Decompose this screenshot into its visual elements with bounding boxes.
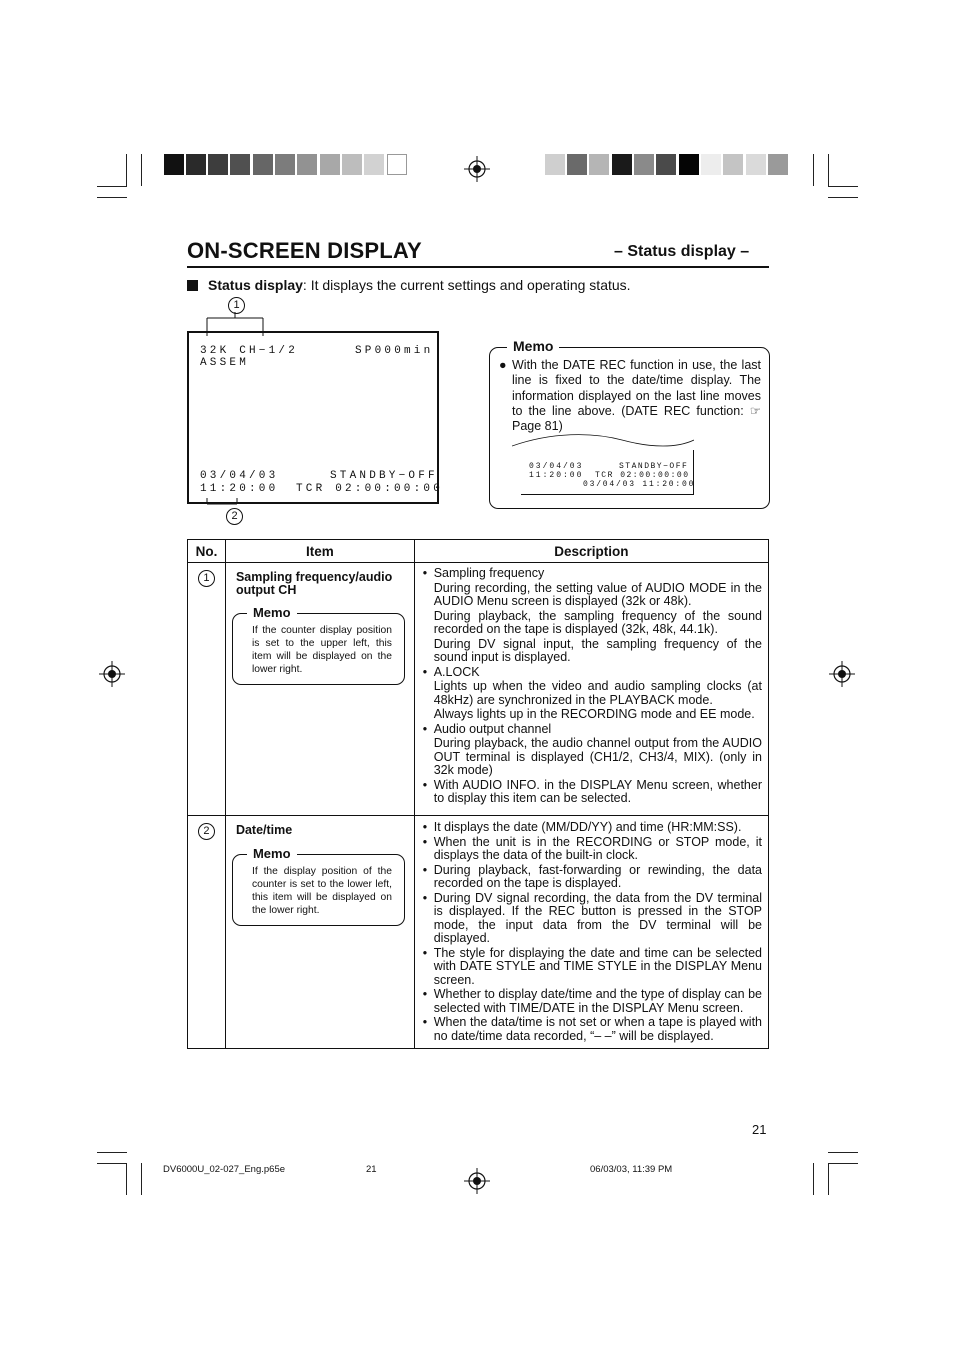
header-item: Item <box>225 540 414 563</box>
osd-timecode: TCR 02:00:00:00 <box>296 483 444 495</box>
status-table <box>187 539 769 1049</box>
memo-mini-screen <box>521 450 694 495</box>
list-subitem: During playback, the sampling frequency of the sound recorded on the tape is displayed (32k, 48k, 44.1k). <box>433 608 762 636</box>
list-subitem: During DV signal input, the sampling frequency of the sound input is displayed. <box>433 636 762 664</box>
table-header-row <box>188 540 769 563</box>
mini-time: 11:20:00 <box>529 471 584 480</box>
mini-standby: STANDBY−OFF <box>619 462 689 471</box>
mini-timecode: TCR 02:00:00:00 <box>595 471 690 480</box>
memo-title: Memo <box>507 338 559 354</box>
memo-title: Memo <box>247 605 297 620</box>
osd-screen <box>187 331 444 504</box>
list-subitem: During recording, the setting value of AUDIO MODE in the AUDIO Menu screen is displayed (32k or 48k). <box>433 580 762 608</box>
osd-audio-info: 32K CH−1/2 <box>200 345 299 357</box>
registration-mark-icon <box>829 661 855 687</box>
row-description-cell <box>414 563 768 816</box>
list-item: • With AUDIO INFO. in the DISPLAY Menu screen, whether to display this item can be selected. <box>423 779 762 806</box>
bullet-icon: ● <box>499 358 507 372</box>
memo-text: If the counter display position is set to the upper left, this item will be displayed on the lower right. <box>251 625 392 675</box>
mini-date: 03/04/03 <box>529 462 584 471</box>
memo-text: With the DATE REC function in use, the last line is fixed to the date/time display. The information displayed on the last line moves to the line above. (DATE REC function: ☞ Page 81) <box>512 358 761 434</box>
section-subtitle: – Status display – <box>614 243 750 260</box>
footer-filename: DV6000U_02-027_Eng.p65e <box>163 1164 286 1175</box>
item-memo-box <box>232 846 405 926</box>
list-subitem: Lights up when the video and audio sampling clocks (at 48kHz) are synchronized in the PLAYBACK mode. <box>433 679 762 707</box>
item-name: Sampling frequency/audio output CH <box>235 570 393 597</box>
registration-mark-icon <box>99 661 125 687</box>
intro-text: : It displays the current settings and operating status. <box>302 277 631 293</box>
memo-title: Memo <box>247 846 297 861</box>
memo-text-block <box>499 358 761 434</box>
list-item: • It displays the date (MM/DD/YY) and time (HR:MM:SS). <box>423 821 762 835</box>
list-item: • During playback, fast-forwarding or rewinding, the data recorded on the tape is displayed. <box>423 864 762 891</box>
list-subitem: During playback, the audio channel output from the AUDIO OUT terminal is displayed (CH1/2, CH3/4, MIX). (only in 32k mode) <box>433 736 762 777</box>
item-name: Date/time <box>235 823 293 837</box>
header-no: No. <box>188 540 226 563</box>
list-item: • When the data/time is not set or when a tape is played with no date/time data recorded, “– –” will be displayed. <box>423 1016 762 1043</box>
row-number: 1 <box>198 570 215 587</box>
footer-timestamp: 06/03/03, 11:39 PM <box>590 1164 673 1175</box>
list-item: • A.LOCK <box>423 666 762 680</box>
table-row <box>188 563 769 816</box>
list-subitem: Always lights up in the RECORDING mode and EE mode. <box>433 707 755 721</box>
osd-time: 11:20:00 <box>200 483 279 495</box>
list-item: • Sampling frequency <box>423 567 762 581</box>
row-no-cell <box>188 563 226 816</box>
row-no-cell <box>188 816 226 1049</box>
registration-mark-icon <box>464 1168 490 1194</box>
header-description: Description <box>414 540 768 563</box>
table-row <box>188 816 769 1049</box>
list-item: • Audio output channel <box>423 723 762 737</box>
memo-text: If the display position of the counter is set to the lower left, this item will be displayed on the lower right. <box>251 866 392 916</box>
square-bullet-icon <box>187 280 198 291</box>
row-item-cell <box>225 563 414 816</box>
callout-1: 1 <box>228 297 245 314</box>
list-item: • During DV signal recording, the data from the DV terminal is displayed. If the REC button is pressed in the STOP mode, the input data from the DV terminal will be displayed. <box>423 892 762 946</box>
registration-mark-icon <box>464 156 490 182</box>
intro-line <box>187 277 631 293</box>
callout-2: 2 <box>226 508 243 525</box>
page-number: 21 <box>752 1122 767 1137</box>
memo-box <box>489 338 770 509</box>
row-description-cell <box>414 816 768 1049</box>
item-memo-box <box>232 605 405 685</box>
mini-datetime: 03/04/03 11:20:00 <box>583 480 696 489</box>
osd-standby: STANDBY−OFF <box>330 470 438 482</box>
intro-label: Status display <box>208 277 303 293</box>
footer-page: 21 <box>366 1164 377 1175</box>
list-item: • When the unit is in the RECORDING or STOP mode, it displays the data of the built-in clock. <box>423 836 762 863</box>
row-item-cell <box>225 816 414 1049</box>
list-item: • Whether to display date/time and the type of display can be selected with TIME/DATE in the DISPLAY Menu screen. <box>423 988 762 1015</box>
title-rule <box>187 266 769 268</box>
list-item: • The style for displaying the date and time can be selected with DATE STYLE and TIME STYLE in the DISPLAY Menu screen. <box>423 947 762 988</box>
row-number: 2 <box>198 823 215 840</box>
wavy-cut-icon <box>512 432 694 452</box>
osd-date: 03/04/03 <box>200 470 279 482</box>
page-title: ON-SCREEN DISPLAY <box>187 238 422 263</box>
osd-tape-remaining: SP000min <box>355 345 434 357</box>
osd-assemble: ASSEM <box>200 357 250 369</box>
